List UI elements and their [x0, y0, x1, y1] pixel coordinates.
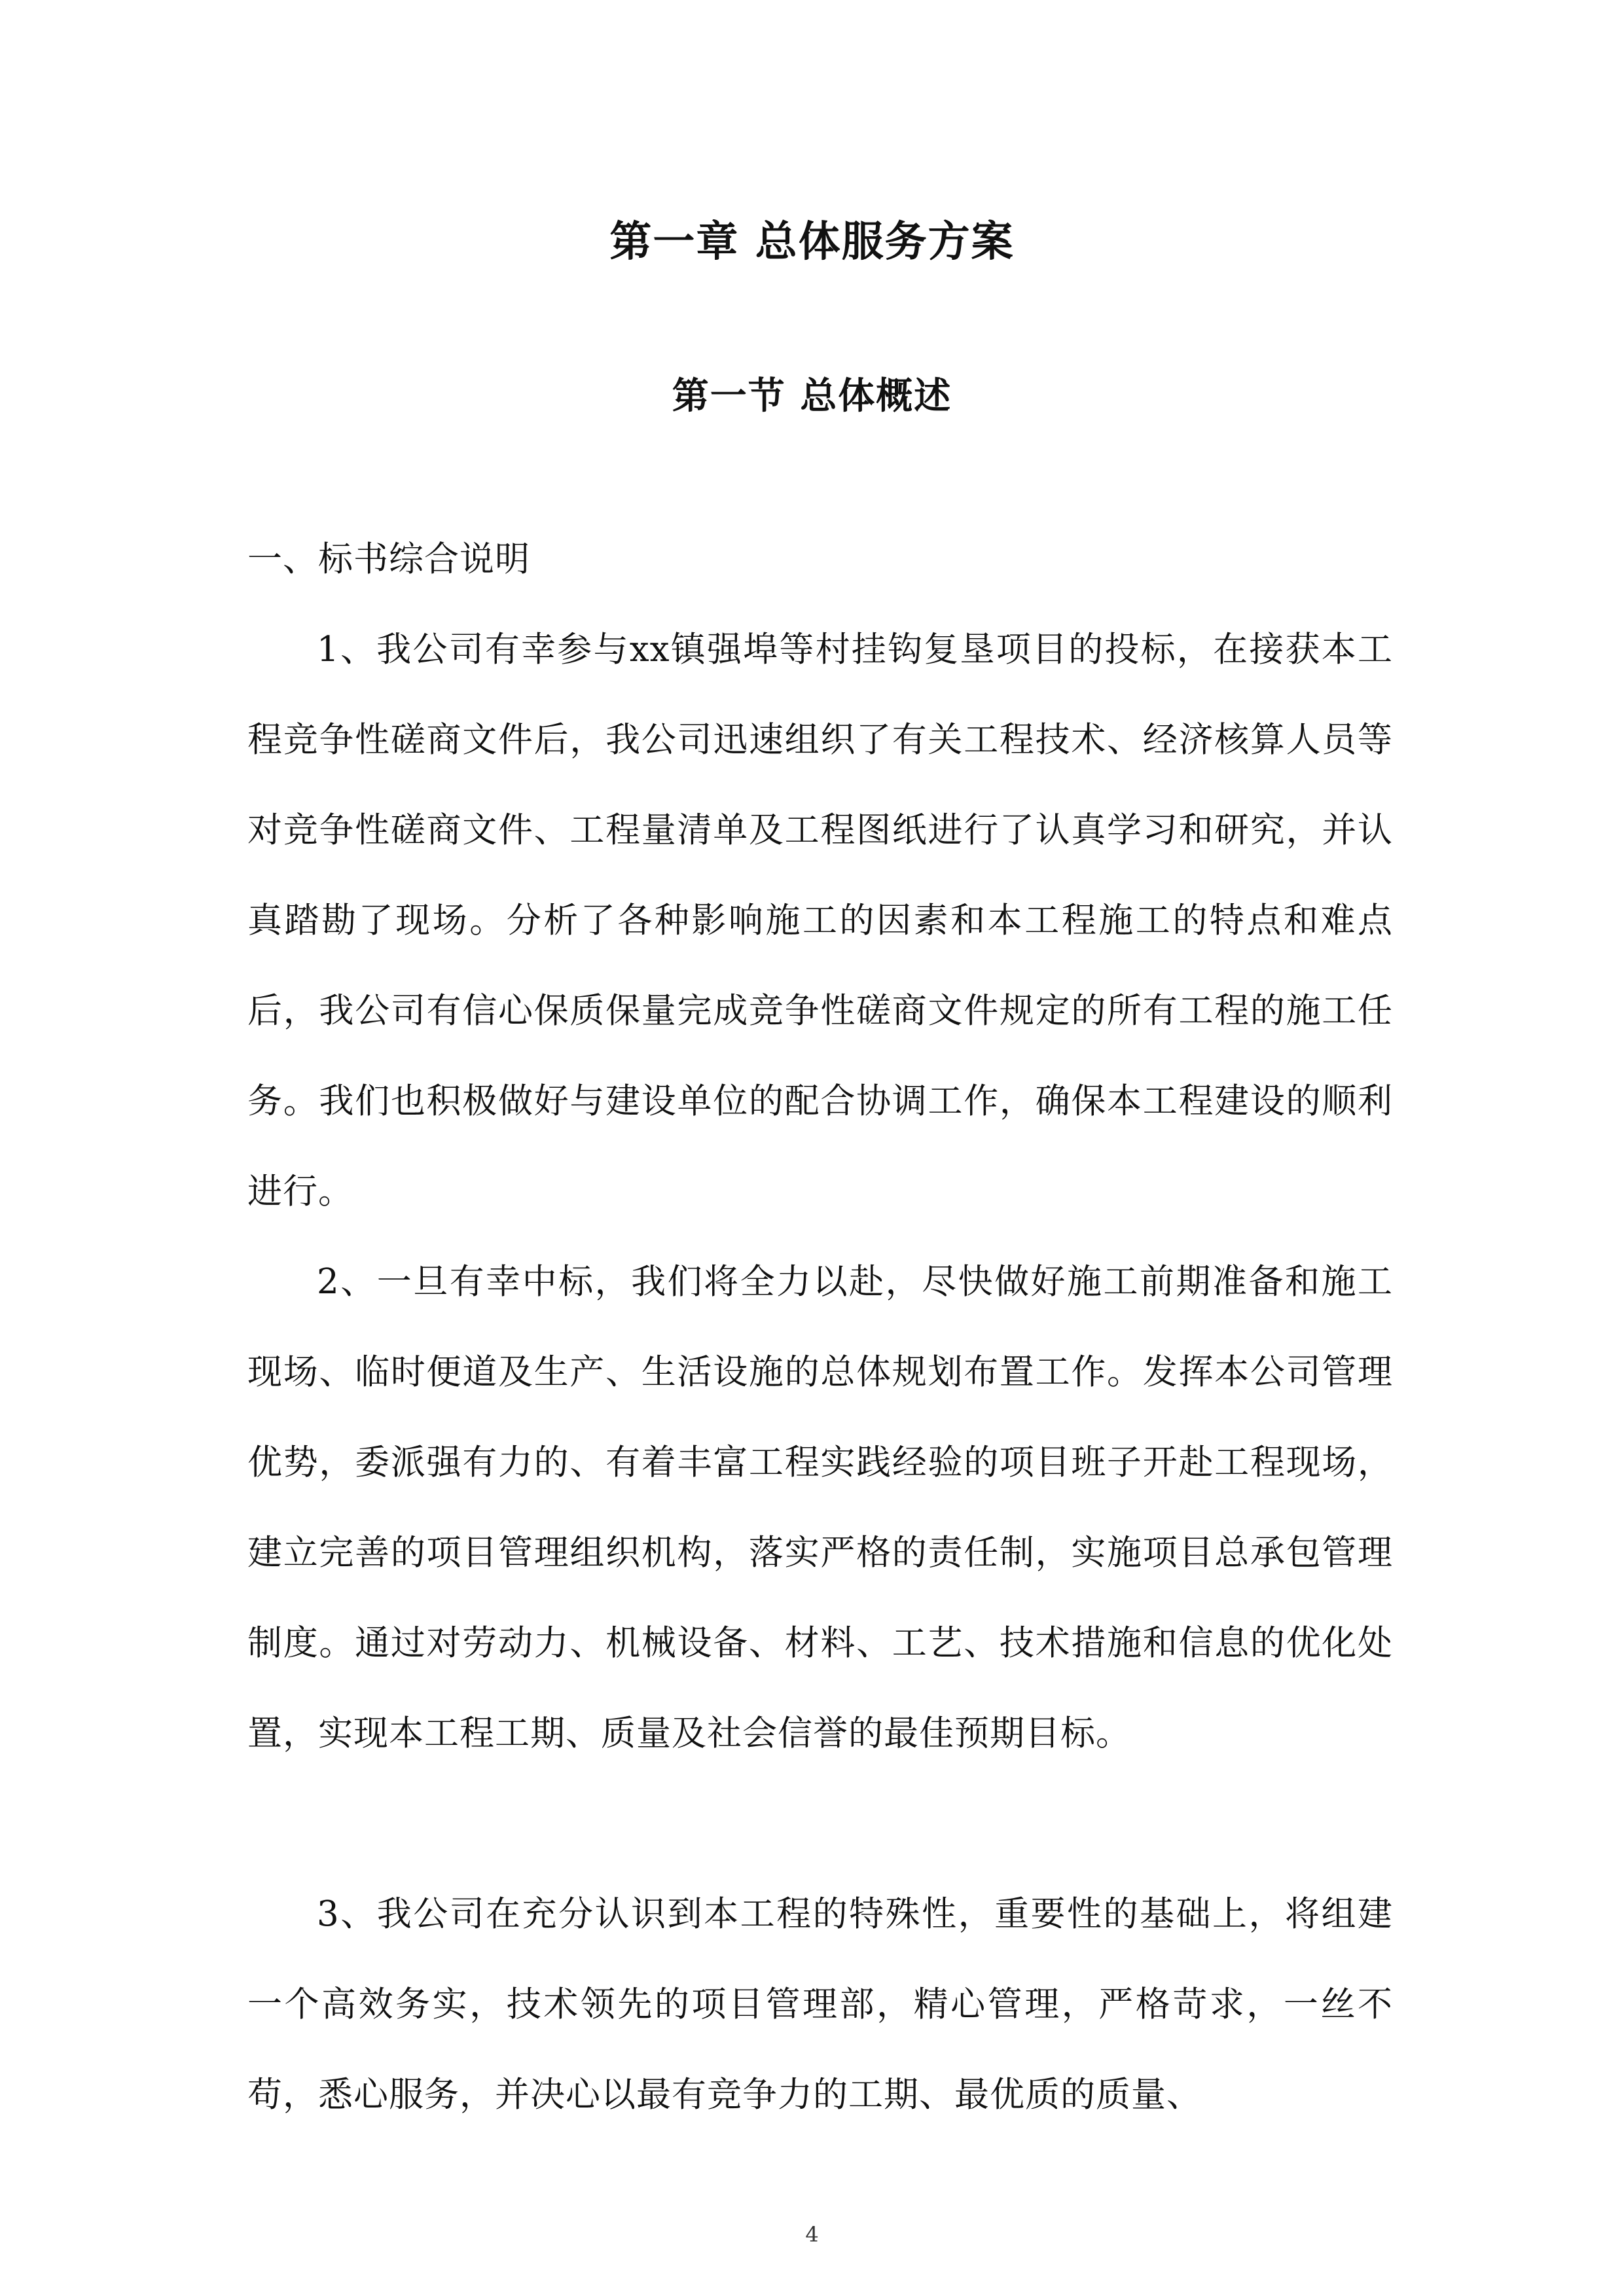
paragraph-2: 2、一旦有幸中标，我们将全力以赴，尽快做好施工前期准备和施工现场、临时便道及生产、生活设施的总体规划布置工作。发挥本公司管理优势，委派强有力的、有着丰富工程实践经验的项目班子开赴工程现场，建立完善的项目管理组织机构，落实严格的责任制，实施项目总承包管理制度。通过对劳动力、机械设备、材料、工艺、技术措施和信息的优化处置，实现本工程工期、质量及社会信誉的最佳预期目标。	[247, 1262, 1393, 1753]
paragraph-3: 3、我公司在充分认识到本工程的特殊性，重要性的基础上，将组建一个高效务实，技术领先的项目管理部，精心管理，严格苛求，一丝不苟，悉心服务，并决心以最有竞争力的工期、最优质的质量、	[247, 1894, 1393, 2115]
subheading: 一、标书综合说明	[247, 539, 530, 579]
page-number: 4	[805, 2222, 819, 2247]
section-title: 第一节 总体概述	[672, 375, 952, 418]
chapter-title: 第一章 总体服务方案	[609, 218, 1015, 266]
paragraph-1: 1、我公司有幸参与xx镇强埠等村挂钩复垦项目的投标，在接获本工程竞争性磋商文件后，我公司迅速组织了有关工程技术、经济核算人员等对竞争性磋商文件、工程量清单及工程图纸进行了认真学习和研究，并认真踏勘了现场。分析了各种影响施工的因素和本工程施工的特点和难点后，我公司有信心保质保量完成竞争性磋商文件规定的所有工程的施工任务。我们也积极做好与建设单位的配合协调工作，确保本工程建设的顺利进行。	[247, 630, 1393, 1211]
